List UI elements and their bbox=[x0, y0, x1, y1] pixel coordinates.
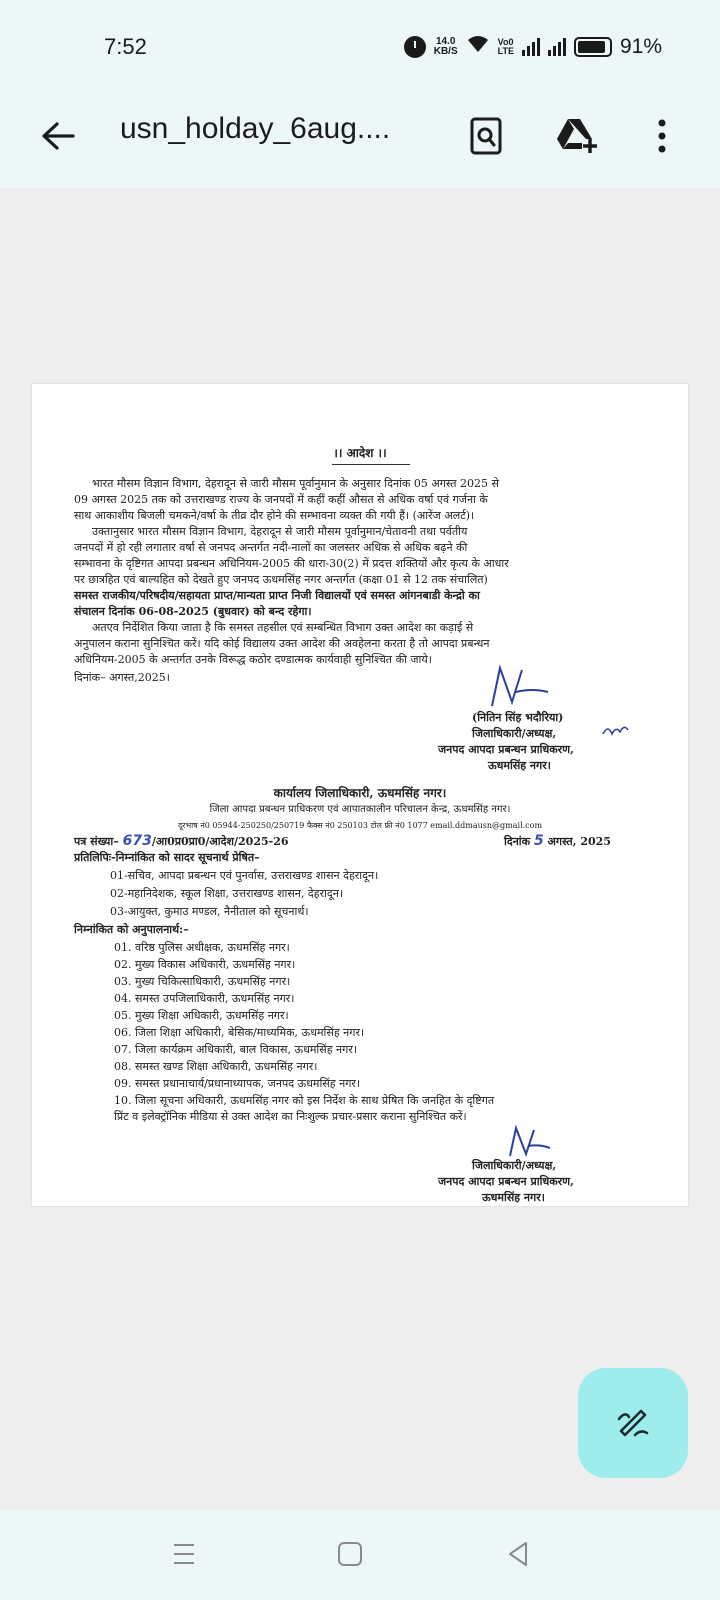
volte-top: Vo0 bbox=[497, 37, 514, 47]
para2-line: संचालन दिनांक 06-08-2025 (बुधवार) को बन्द रहेगा। bbox=[74, 605, 312, 618]
letter-date-rest: अगस्त, 2025 bbox=[547, 835, 611, 848]
compliance-item-cont: प्रिंट व इलेक्ट्रॉनिक मीडिया से उक्त आदेश का निःशुल्क प्रचार-प्रसार कराना सुनिश्चित करें। bbox=[114, 1110, 467, 1123]
signatory2-line: जनपद आपदा प्रबन्धन प्राधिकरण, bbox=[438, 1175, 574, 1188]
compliance-item: 02. मुख्य विकास अधिकारी, ऊधमसिंह नगर। bbox=[114, 958, 296, 971]
battery-percent: 91% bbox=[619, 35, 662, 58]
para2-line: पर छात्रहित एवं बाल्यहित को देखते हुए जनपद ऊधमसिंह नगर अन्तर्गत (कक्षा 01 से 12 तक संचालित) bbox=[74, 573, 488, 586]
alarm-icon bbox=[404, 36, 426, 58]
signal-1-icon bbox=[522, 38, 540, 56]
status-bar bbox=[0, 0, 720, 96]
para2-line: जनपदों में हो रही लगातार वर्षा से जनपद अन्तर्गत नदी-नालों का जलस्तर अधिक से अधिक बढ़ने की bbox=[74, 541, 468, 554]
signal-2-icon bbox=[548, 38, 566, 56]
net-speed-value: 14.0 bbox=[435, 36, 456, 47]
status-icons bbox=[404, 34, 662, 60]
net-speed-unit: KB/S bbox=[433, 46, 458, 57]
document-viewer[interactable] bbox=[0, 188, 720, 1510]
compliance-item: 03. मुख्य चिकित्साधिकारी, ऊधमसिंह नगर। bbox=[114, 975, 291, 988]
letter-no-label: पत्र संख्या– bbox=[74, 835, 119, 848]
compliance-item: 09. समस्त प्रधानाचार्य/प्रधानाध्यापक, जनपद ऊधमसिंह नगर। bbox=[114, 1077, 361, 1090]
wifi-icon bbox=[466, 34, 490, 60]
initials-mark bbox=[600, 720, 630, 740]
para1-line: भारत मौसम विज्ञान विभाग, देहरादून से जारी मौसम पूर्वानुमान के अनुसार दिनांक 05 अगस्त 2025 से bbox=[92, 477, 499, 490]
back-arrow-icon[interactable] bbox=[38, 116, 78, 156]
battery-fill bbox=[578, 41, 605, 53]
para2-line: समस्त राजकीय/परिषदीय/सहायता प्राप्त/मान्यता प्राप्त निजी विद्यालयों एवं समस्त आंगनबाडी केन्द्रो का bbox=[74, 589, 480, 602]
edit-fab-button[interactable] bbox=[578, 1368, 688, 1478]
para2-line: उक्तानुसार भारत मौसम विज्ञान विभाग, देहरादून से जारी मौसम पूर्वानुमान/चेतावनी तथा पर्वतीय bbox=[92, 525, 468, 538]
more-vert-icon[interactable] bbox=[640, 114, 684, 158]
back-triangle-icon[interactable] bbox=[496, 1532, 540, 1576]
para1-line: साथ आकाशीय बिजली चमकने/वर्षा के तीव्र दौर होने की सम्भावना व्यक्त की गयी हैं। (आरेंज अलर्ट)। bbox=[74, 509, 475, 522]
compliance-item: 01. वरिष्ठ पुलिस अधीक्षक, ऊधमसिंह नगर। bbox=[114, 941, 290, 954]
cc-heading: प्रतिलिपिः-निम्नांकित को सादर सूचनार्थ प्रेषित– bbox=[74, 851, 260, 864]
signatory1-name: (नितिन सिंह भदौरिया) bbox=[472, 711, 564, 724]
order-heading: ।। आदेश ।। bbox=[333, 446, 387, 460]
signatory2-line: जिलाधिकारी/अध्यक्ष, bbox=[472, 1159, 557, 1172]
cc-item: 03-आयुक्त, कुमाउ मण्डल, नैनीताल को सूचनार्थ। bbox=[110, 905, 309, 918]
signature-2 bbox=[502, 1122, 552, 1162]
signatory1-line: जनपद आपदा प्रबन्धन प्राधिकरण, bbox=[438, 743, 574, 756]
signatory1-line: ऊधमसिंह नगर। bbox=[488, 759, 551, 772]
para2-line: सम्भावना के दृष्टिगत आपदा प्रबन्धन अधिनियम-2005 की धारा-30(2) में प्रदत्त शक्तियों और कृत्य के आधार bbox=[74, 557, 509, 570]
para3-line: अधिनियम-2005 के अन्तर्गत उनके विरूद्ध कठोर दण्डात्मक कार्यवाही सुनिश्चित की जाये। bbox=[74, 653, 432, 666]
cc-item: 02-महानिदेशक, स्कूल शिक्षा, उत्तराखण्ड शासन, देहरादून। bbox=[110, 887, 344, 900]
letter-no-handwritten: 673 bbox=[122, 833, 152, 849]
office-line: कार्यालय जिलाधिकारी, ऊधमसिंह नगर। bbox=[273, 786, 447, 800]
compliance-item: 07. जिला कार्यक्रम अधिकारी, बाल विकास, ऊधमसिंह नगर। bbox=[114, 1043, 358, 1056]
letter-number bbox=[74, 834, 289, 849]
letter-date-label: दिनांक bbox=[504, 835, 531, 848]
para3-line: अनुपालन कराना सुनिश्चित करें। यदि कोई विद्यालय उक्त आदेश की अवहेलना करता है तो आपदा प्रबन्धन bbox=[74, 637, 490, 650]
letter-no-rest: /आ0प्र0प्रा0/आदेश/2025-26 bbox=[151, 835, 289, 848]
letter-date bbox=[504, 834, 611, 849]
compliance-item: 08. समस्त खण्ड शिक्षा अधिकारी, ऊधमसिंह नगर। bbox=[114, 1060, 318, 1073]
cc-item: 01-सचिव, आपदा प्रबन्धन एवं पुनर्वास, उत्तराखण्ड शासन देहरादून। bbox=[110, 869, 379, 882]
letter-date-handwritten: 5 bbox=[533, 833, 544, 849]
signature-1 bbox=[482, 662, 552, 712]
para1-line: 09 अगस्त 2025 तक को उत्तराखण्ड राज्य के जनपदों में कहीं कहीं औसत से अधिक वर्षा एवं गर्जना के bbox=[74, 493, 488, 506]
compliance-item: 10. जिला सूचना अधिकारी, ऊधमसिंह नगर को इस निर्देश के साथ प्रेषित कि जनहित के दृष्टिगत bbox=[114, 1094, 495, 1107]
compliance-item: 06. जिला शिक्षा अधिकारी, बेसिक/माध्यमिक, ऊधमसिंह नगर। bbox=[114, 1026, 365, 1039]
para3-line: अतएव निर्देशित किया जाता है कि समस्त तहसील एवं सम्बन्धित विभाग उक्त आदेश का कड़ाई से bbox=[92, 621, 474, 634]
signatory2-line: ऊधमसिंह नगर। bbox=[482, 1191, 545, 1204]
office-subline: जिला आपदा प्रबन्धन प्राधिकरण एवं आपातकालीन परिचालन केन्द्र, ऊधमसिंह नगर। bbox=[209, 804, 511, 815]
system-nav-bar bbox=[0, 1510, 720, 1600]
signatory1-line: जिलाधिकारी/अध्यक्ष, bbox=[472, 727, 557, 740]
edit-pen-icon bbox=[613, 1401, 653, 1445]
compliance-item: 04. समस्त उपजिलाधिकारी, ऊधमसिंह नगर। bbox=[114, 992, 295, 1005]
contact-line: दूरभाष नं0 05944-250250/250719 फैक्स नं0 250103 टोल फ्री नं0 1077 email.ddmausn@gmail.com bbox=[177, 821, 543, 830]
compliance-item: 05. मुख्य शिक्षा अधिकारी, ऊधमसिंह नगर। bbox=[114, 1009, 289, 1022]
recents-icon[interactable] bbox=[162, 1532, 206, 1576]
document-page[interactable] bbox=[32, 384, 688, 1206]
volte-indicator bbox=[498, 38, 514, 56]
status-time: 7:52 bbox=[104, 34, 147, 59]
document-title: usn_holday_6aug.... bbox=[120, 112, 391, 145]
drive-add-icon[interactable] bbox=[556, 114, 600, 158]
search-doc-icon[interactable] bbox=[464, 114, 508, 158]
compliance-heading: निम्नांकित को अनुपालनार्थ:– bbox=[74, 923, 189, 936]
home-icon[interactable] bbox=[328, 1532, 372, 1576]
heading-underline bbox=[332, 464, 410, 465]
app-toolbar bbox=[0, 96, 720, 188]
net-speed bbox=[434, 37, 458, 57]
volte-bottom: LTE bbox=[497, 46, 514, 56]
order-date: दिनांक– अगस्त,2025। bbox=[74, 671, 170, 684]
battery-icon bbox=[574, 37, 612, 57]
